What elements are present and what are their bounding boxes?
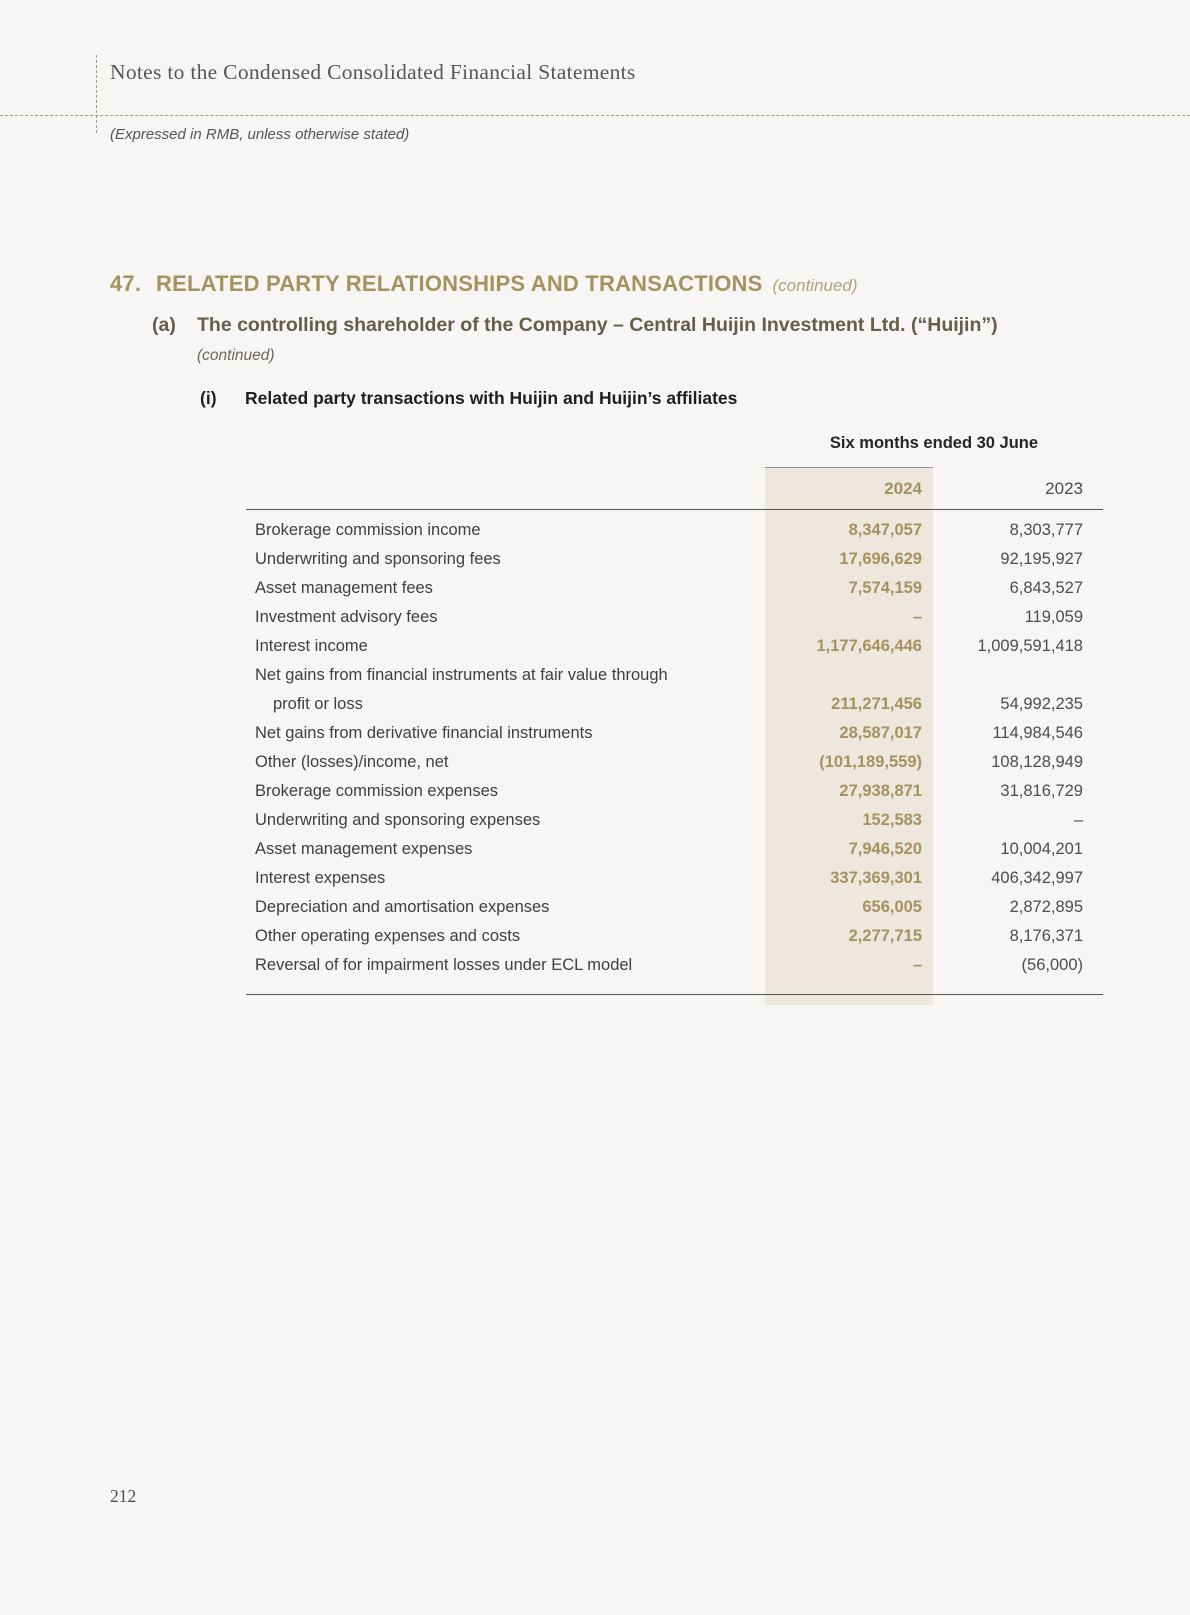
value-2024: – xyxy=(912,956,922,974)
value-2023: 8,303,777 xyxy=(1009,521,1083,539)
value-2023: 10,004,201 xyxy=(1000,840,1083,858)
row-label: Interest income xyxy=(255,637,368,655)
value-2024: – xyxy=(912,608,922,626)
row-label: Interest expenses xyxy=(255,869,386,887)
row-label: Brokerage commission expenses xyxy=(255,782,499,800)
value-2024: 337,369,301 xyxy=(830,869,922,887)
subsection-a-marker: (a) xyxy=(152,314,176,336)
row-label: Investment advisory fees xyxy=(255,608,438,626)
table-row xyxy=(246,864,1103,893)
value-2023: 114,984,546 xyxy=(992,724,1083,742)
row-label: Other operating expenses and costs xyxy=(255,927,521,945)
subsection-a-title: The controlling shareholder of the Company – Central Huijin Investment Ltd. (“Huijin”) xyxy=(197,314,998,336)
subsection-a-continued: (continued) xyxy=(197,347,275,364)
value-2024: (101,189,559) xyxy=(819,753,922,771)
row-label: Other (losses)/income, net xyxy=(255,753,449,771)
section-number: 47. xyxy=(110,271,142,296)
section-continued: (continued) xyxy=(772,276,858,295)
page-number: 212 xyxy=(110,1486,137,1506)
value-2023: – xyxy=(1073,811,1083,829)
value-2023: 92,195,927 xyxy=(1000,550,1083,568)
document-title: Notes to the Condensed Consolidated Financial Statements xyxy=(110,60,636,84)
table-row xyxy=(246,545,1103,574)
value-2024: 28,587,017 xyxy=(839,724,922,742)
currency-note: (Expressed in RMB, unless otherwise stated) xyxy=(110,126,410,143)
value-2024: 152,583 xyxy=(862,811,922,829)
row-label: Net gains from financial instruments at fair value through profit or loss xyxy=(255,666,668,713)
table-row xyxy=(246,516,1103,545)
table-row xyxy=(246,748,1103,777)
value-2023: 108,128,949 xyxy=(991,753,1083,771)
table-row xyxy=(246,922,1103,951)
row-label: Asset management expenses xyxy=(255,840,473,858)
value-2024: 2,277,715 xyxy=(848,927,922,945)
value-2023: 6,843,527 xyxy=(1009,579,1083,597)
value-2024: 7,574,159 xyxy=(848,579,922,597)
vertical-dashed-divider xyxy=(96,55,97,133)
value-2024: 1,177,646,446 xyxy=(816,637,922,655)
value-2024: 656,005 xyxy=(862,898,922,916)
table-row xyxy=(246,835,1103,864)
row-label: Asset management fees xyxy=(255,579,433,597)
value-2023: (56,000) xyxy=(1021,956,1083,974)
table-row xyxy=(246,719,1103,748)
table-row xyxy=(246,951,1103,980)
section-title: RELATED PARTY RELATIONSHIPS AND TRANSACTIONS xyxy=(156,271,763,296)
subsection-a-heading xyxy=(152,314,998,337)
row-label: Depreciation and amortisation expenses xyxy=(255,898,550,916)
subsection-i-title: Related party transactions with Huijin and Huijin’s affiliates xyxy=(245,388,738,408)
value-2023: 8,176,371 xyxy=(1009,927,1083,945)
row-label: Underwriting and sponsoring expenses xyxy=(255,811,541,829)
year-header-row xyxy=(246,468,1103,510)
row-label: Reversal of for impairment losses under ECL model xyxy=(255,956,633,974)
table-row xyxy=(246,661,1103,719)
horizontal-dashed-divider xyxy=(0,115,1190,116)
row-label: Brokerage commission income xyxy=(255,521,481,539)
value-2024: 211,271,456 xyxy=(831,695,922,713)
value-2023: 54,992,235 xyxy=(1000,695,1083,713)
table-row xyxy=(246,632,1103,661)
subsection-i-marker: (i) xyxy=(200,388,217,408)
row-label: Underwriting and sponsoring fees xyxy=(255,550,501,568)
value-2023: 406,342,997 xyxy=(991,869,1083,887)
table-row xyxy=(246,777,1103,806)
subsection-i-heading xyxy=(200,388,737,409)
table-row xyxy=(246,574,1103,603)
value-2024: 8,347,057 xyxy=(848,521,922,539)
column-header-2023: 2023 xyxy=(1045,479,1083,498)
row-label: Net gains from derivative financial instruments xyxy=(255,724,593,742)
value-2024: 7,946,520 xyxy=(848,840,922,858)
column-header-2024: 2024 xyxy=(884,479,922,498)
table-row xyxy=(246,893,1103,922)
section-heading-47 xyxy=(110,271,858,297)
value-2023: 31,816,729 xyxy=(1000,782,1083,800)
period-header: Six months ended 30 June xyxy=(829,434,1039,452)
value-2023: 2,872,895 xyxy=(1009,898,1083,916)
related-party-table xyxy=(246,432,1103,995)
table-rows xyxy=(246,510,1103,995)
table-row xyxy=(246,603,1103,632)
table-row xyxy=(246,806,1103,835)
value-2023: 119,059 xyxy=(1024,608,1083,626)
value-2023: 1,009,591,418 xyxy=(977,637,1083,655)
value-2024: 27,938,871 xyxy=(839,782,922,800)
value-2024: 17,696,629 xyxy=(839,550,922,568)
